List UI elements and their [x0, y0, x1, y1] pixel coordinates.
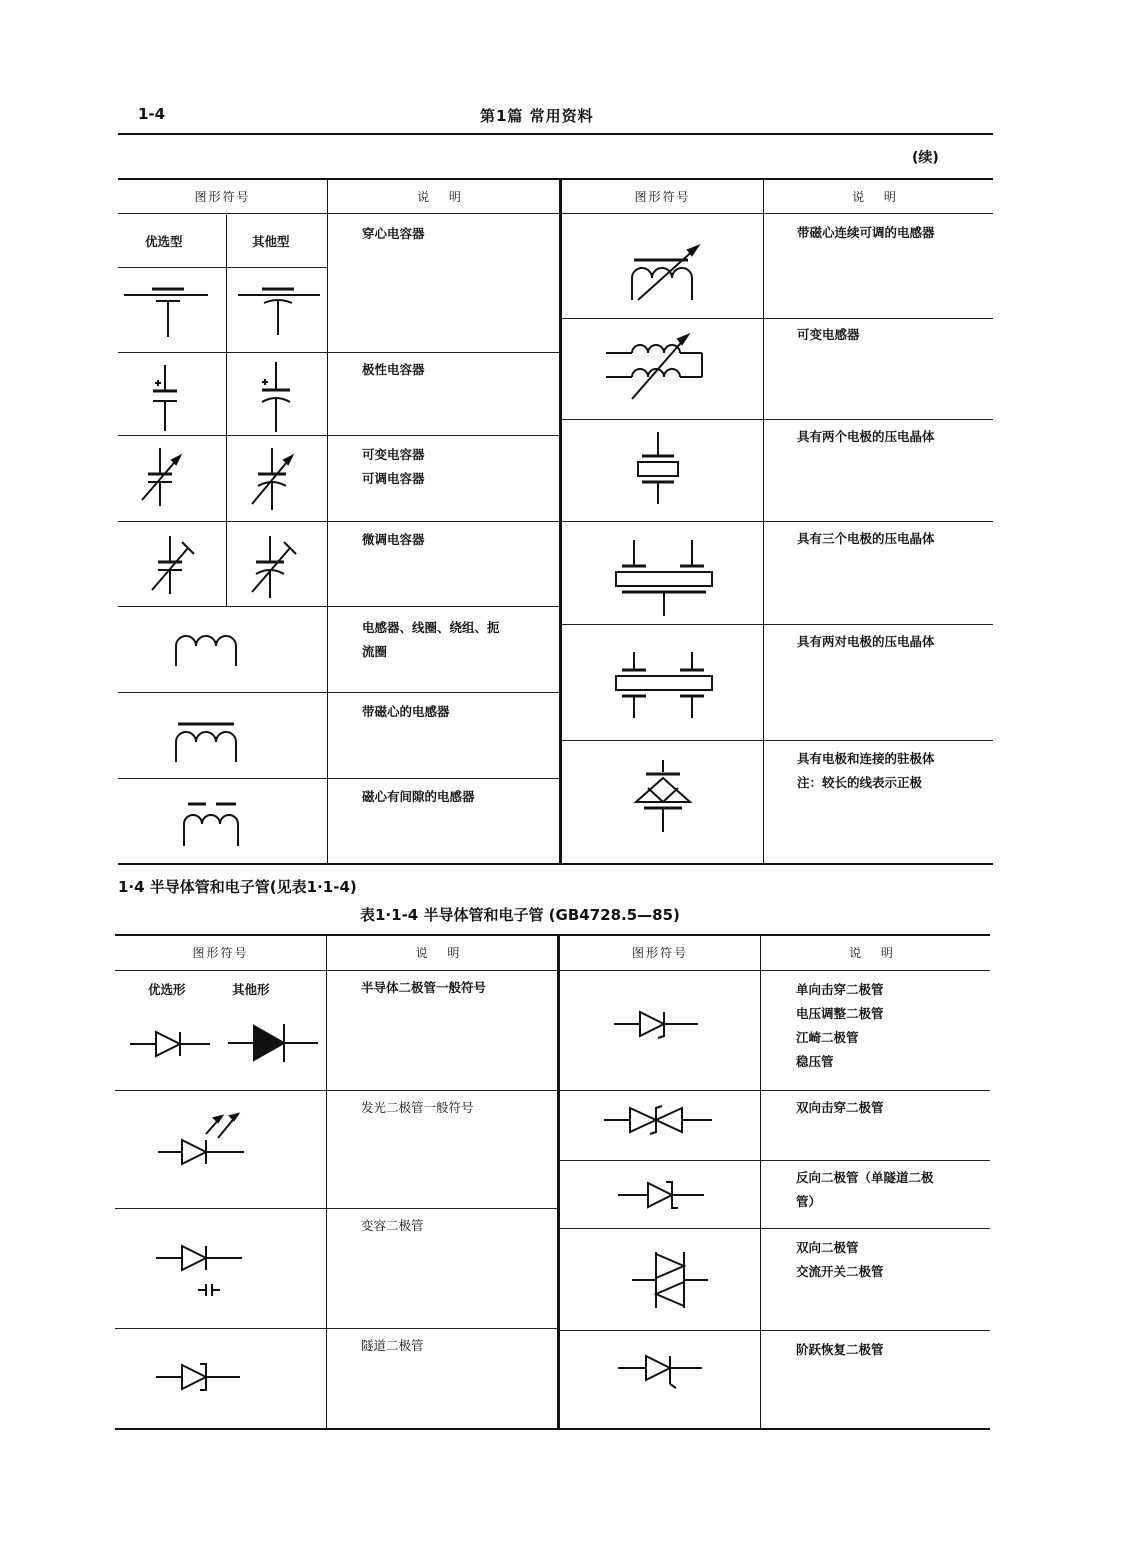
trimmer-capacitor-alt-icon [250, 536, 298, 600]
desc-electret: 具有电极和连接的驻极体 注：较长的线表示正极 [797, 751, 935, 790]
desc-two-electrode-crystal: 具有两个电极的压电晶体 [797, 429, 935, 444]
variable-capacitor-alt-icon [248, 448, 298, 514]
page-number: 1-4 [138, 105, 166, 123]
desc-inductor: 电感器、线圈、绕组、扼 流圈 [362, 620, 500, 659]
three-electrode-crystal-icon [612, 540, 722, 616]
tunnel-diode-icon [156, 1360, 242, 1394]
desc-bidirectional-breakdown: 双向击穿二极管 [796, 1100, 884, 1115]
col-header-symbol-2: 图形符号 [634, 190, 691, 204]
desc-diac: 双向二极管 交流开关二极管 [796, 1240, 884, 1279]
desc-feedthrough-capacitor: 穿心电容器 [362, 226, 425, 241]
sub-header-other: 其他型 [252, 234, 290, 249]
diode-icon [130, 1028, 212, 1060]
desc-polarized-capacitor: 极性电容器 [362, 362, 425, 377]
diode-alt-icon [228, 1022, 320, 1064]
zener-diode-icon [614, 1008, 700, 1044]
desc-adjustable-cored-inductor: 带磁心连续可调的电感器 [797, 225, 935, 240]
desc-variable-inductor: 可变电感器 [797, 327, 860, 342]
desc-step-recovery: 阶跃恢复二极管 [796, 1342, 884, 1357]
col-header-symbol-1: 图形符号 [194, 190, 251, 204]
desc-diode: 半导体二极管一般符号 [361, 980, 487, 995]
cored-inductor-icon [174, 718, 240, 764]
desc-tunnel-diode: 隧道二极管 [361, 1338, 424, 1353]
diac-icon [632, 1250, 710, 1310]
desc-two-pair-electrode-crystal: 具有两对电极的压电晶体 [797, 634, 935, 649]
variable-inductor-icon [606, 333, 710, 401]
two-pair-electrode-crystal-icon [612, 652, 722, 722]
bottom-col-header-desc-1: 说 明 [415, 946, 468, 960]
running-title: 第1篇 常用资料 [480, 107, 594, 125]
bottom-col-header-symbol-1: 图形符号 [192, 946, 249, 960]
desc-three-electrode-crystal: 具有三个电极的压电晶体 [797, 531, 935, 546]
desc-zener: 单向击穿二极管 电压调整二极管 江崎二极管 稳压管 [796, 982, 884, 1069]
sub-header-preferred: 优选型 [145, 234, 183, 249]
step-recovery-diode-icon [618, 1352, 704, 1392]
led-icon [158, 1106, 246, 1168]
table-caption: 表1·1-4 半导体管和电子管 (GB4728.5—85) [360, 906, 680, 924]
bottom-sub-header-preferred: 优选形 [148, 982, 186, 997]
electret-icon [632, 760, 694, 834]
section-heading: 1·4 半导体管和电子管(见表1·1-4) [118, 878, 357, 896]
bottom-col-header-symbol-2: 图形符号 [631, 946, 688, 960]
bidirectional-breakdown-diode-icon [604, 1104, 714, 1136]
varactor-diode-icon [156, 1242, 244, 1300]
desc-variable-capacitor: 可变电容器 可调电容器 [362, 447, 425, 486]
inductor-icon [174, 632, 240, 668]
continued-label: (续) [912, 150, 939, 166]
polarized-capacitor-icon [145, 365, 185, 435]
feedthrough-capacitor-icon [124, 285, 214, 340]
desc-cored-inductor: 带磁心的电感器 [362, 704, 450, 719]
desc-gapped-inductor: 磁心有间隙的电感器 [362, 789, 475, 804]
desc-led: 发光二极管一般符号 [361, 1100, 474, 1115]
gapped-core-inductor-icon [182, 800, 244, 848]
variable-capacitor-icon [138, 448, 186, 510]
bottom-col-header-desc-2: 说 明 [849, 946, 901, 960]
polarized-capacitor-alt-icon [254, 362, 298, 434]
bottom-sub-header-other: 其他形 [232, 982, 270, 997]
desc-varactor: 变容二极管 [361, 1218, 424, 1233]
col-header-desc-1: 说 明 [417, 190, 469, 204]
two-electrode-crystal-icon [636, 432, 680, 506]
desc-trimmer-capacitor: 微调电容器 [362, 532, 425, 547]
header-rule [118, 133, 993, 135]
trimmer-capacitor-icon [150, 536, 196, 598]
desc-backward-diode: 反向二极管（单隧道二极 管） [796, 1170, 934, 1209]
adjustable-cored-inductor-icon [626, 244, 704, 304]
col-header-desc-2: 说 明 [852, 190, 904, 204]
backward-diode-icon [618, 1178, 706, 1214]
feedthrough-capacitor-alt-icon [236, 285, 326, 340]
